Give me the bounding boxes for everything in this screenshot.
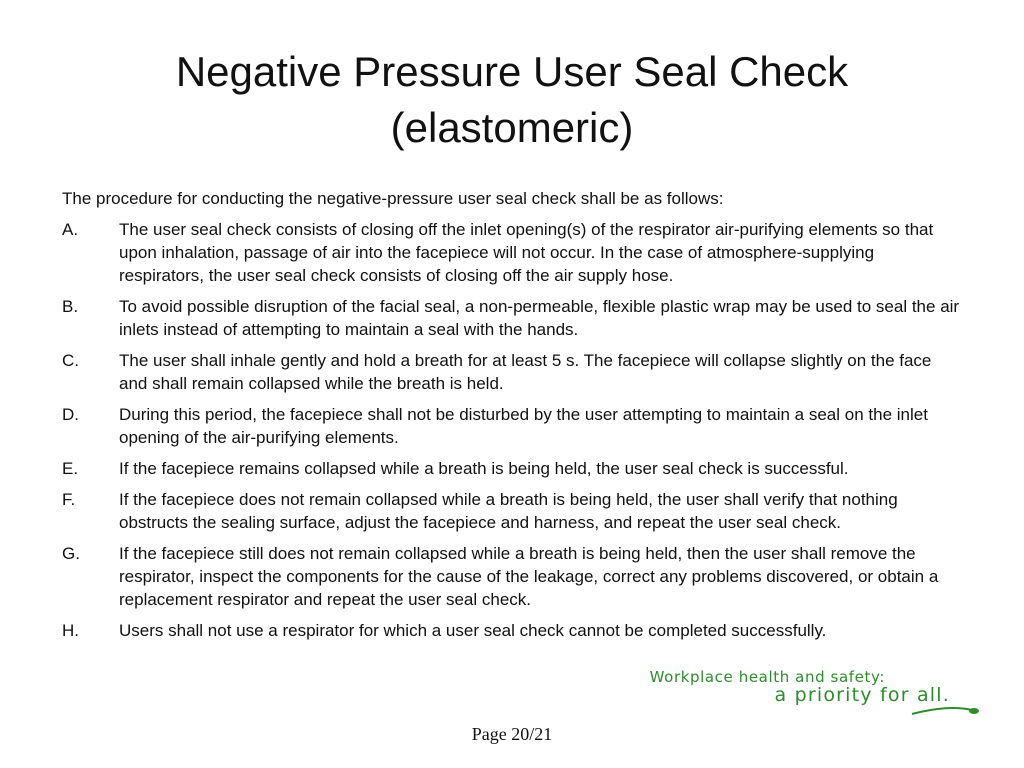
title-line-2: (elastomeric): [390, 104, 634, 151]
page-number: Page 20/21: [471, 724, 553, 744]
list-marker: D.: [62, 405, 79, 424]
safety-logo: [580, 668, 980, 718]
list-marker: H.: [62, 621, 79, 640]
list-item: [62, 349, 962, 395]
procedure-list: [62, 218, 962, 650]
list-marker: B.: [62, 297, 79, 316]
list-marker: C.: [62, 351, 79, 370]
list-item: [62, 619, 962, 642]
list-item-text: Users shall not use a respirator for which a user seal check cannot be completed successfully.: [119, 621, 827, 640]
list-item-text: The user shall inhale gently and hold a breath for at least 5 s. The facepiece will collapse slightly on the face and shall remain collapsed while the breath is held.: [119, 351, 932, 393]
list-item: [62, 295, 962, 341]
swoosh-icon: [910, 698, 980, 718]
title-line-1: Negative Pressure User Seal Check: [175, 48, 849, 95]
list-item-text: The user seal check consists of closing off the inlet opening(s) of the respirator air-purifying elements so that upon inhalation, passage of air into the facepiece will not occur. In the case of atmosphere-supplying respirators, the user seal check consists of closing off the air supply hose.: [119, 220, 934, 285]
logo-line-1: Workplace health and safety:: [649, 668, 885, 686]
list-item: [62, 403, 962, 449]
logo-line-2: a priority for all.: [774, 684, 950, 706]
list-item: [62, 542, 962, 611]
list-item-text: If the facepiece does not remain collapsed while a breath is being held, the user shall verify that nothing obstructs the sealing surface, adjust the facepiece and harness, and repeat the user seal check.: [119, 490, 898, 532]
list-item: [62, 457, 962, 480]
slide-title: [60, 44, 964, 156]
list-item-text: To avoid possible disruption of the facial seal, a non-permeable, flexible plastic wrap may be used to seal the air inlets instead of attempting to maintain a seal with the hands.: [119, 297, 960, 339]
list-marker: E.: [62, 459, 79, 478]
list-item-text: During this period, the facepiece shall not be disturbed by the user attempting to maintain a seal on the inlet opening of the air-purifying elements.: [119, 405, 928, 447]
list-item-text: If the facepiece still does not remain collapsed while a breath is being held, then the user shall remove the respirator, inspect the components for the cause of the leakage, correct any problems discovered, or obtain a replacement respirator and repeat the user seal check.: [119, 544, 939, 609]
list-marker: A.: [62, 220, 79, 239]
list-item: [62, 218, 962, 287]
list-item: [62, 488, 962, 534]
list-marker: F.: [62, 490, 76, 509]
list-marker: G.: [62, 544, 80, 563]
list-item-text: If the facepiece remains collapsed while a breath is being held, the user seal check is successful.: [119, 459, 849, 478]
intro-text: The procedure for conducting the negative-pressure user seal check shall be as follows:: [62, 189, 724, 208]
